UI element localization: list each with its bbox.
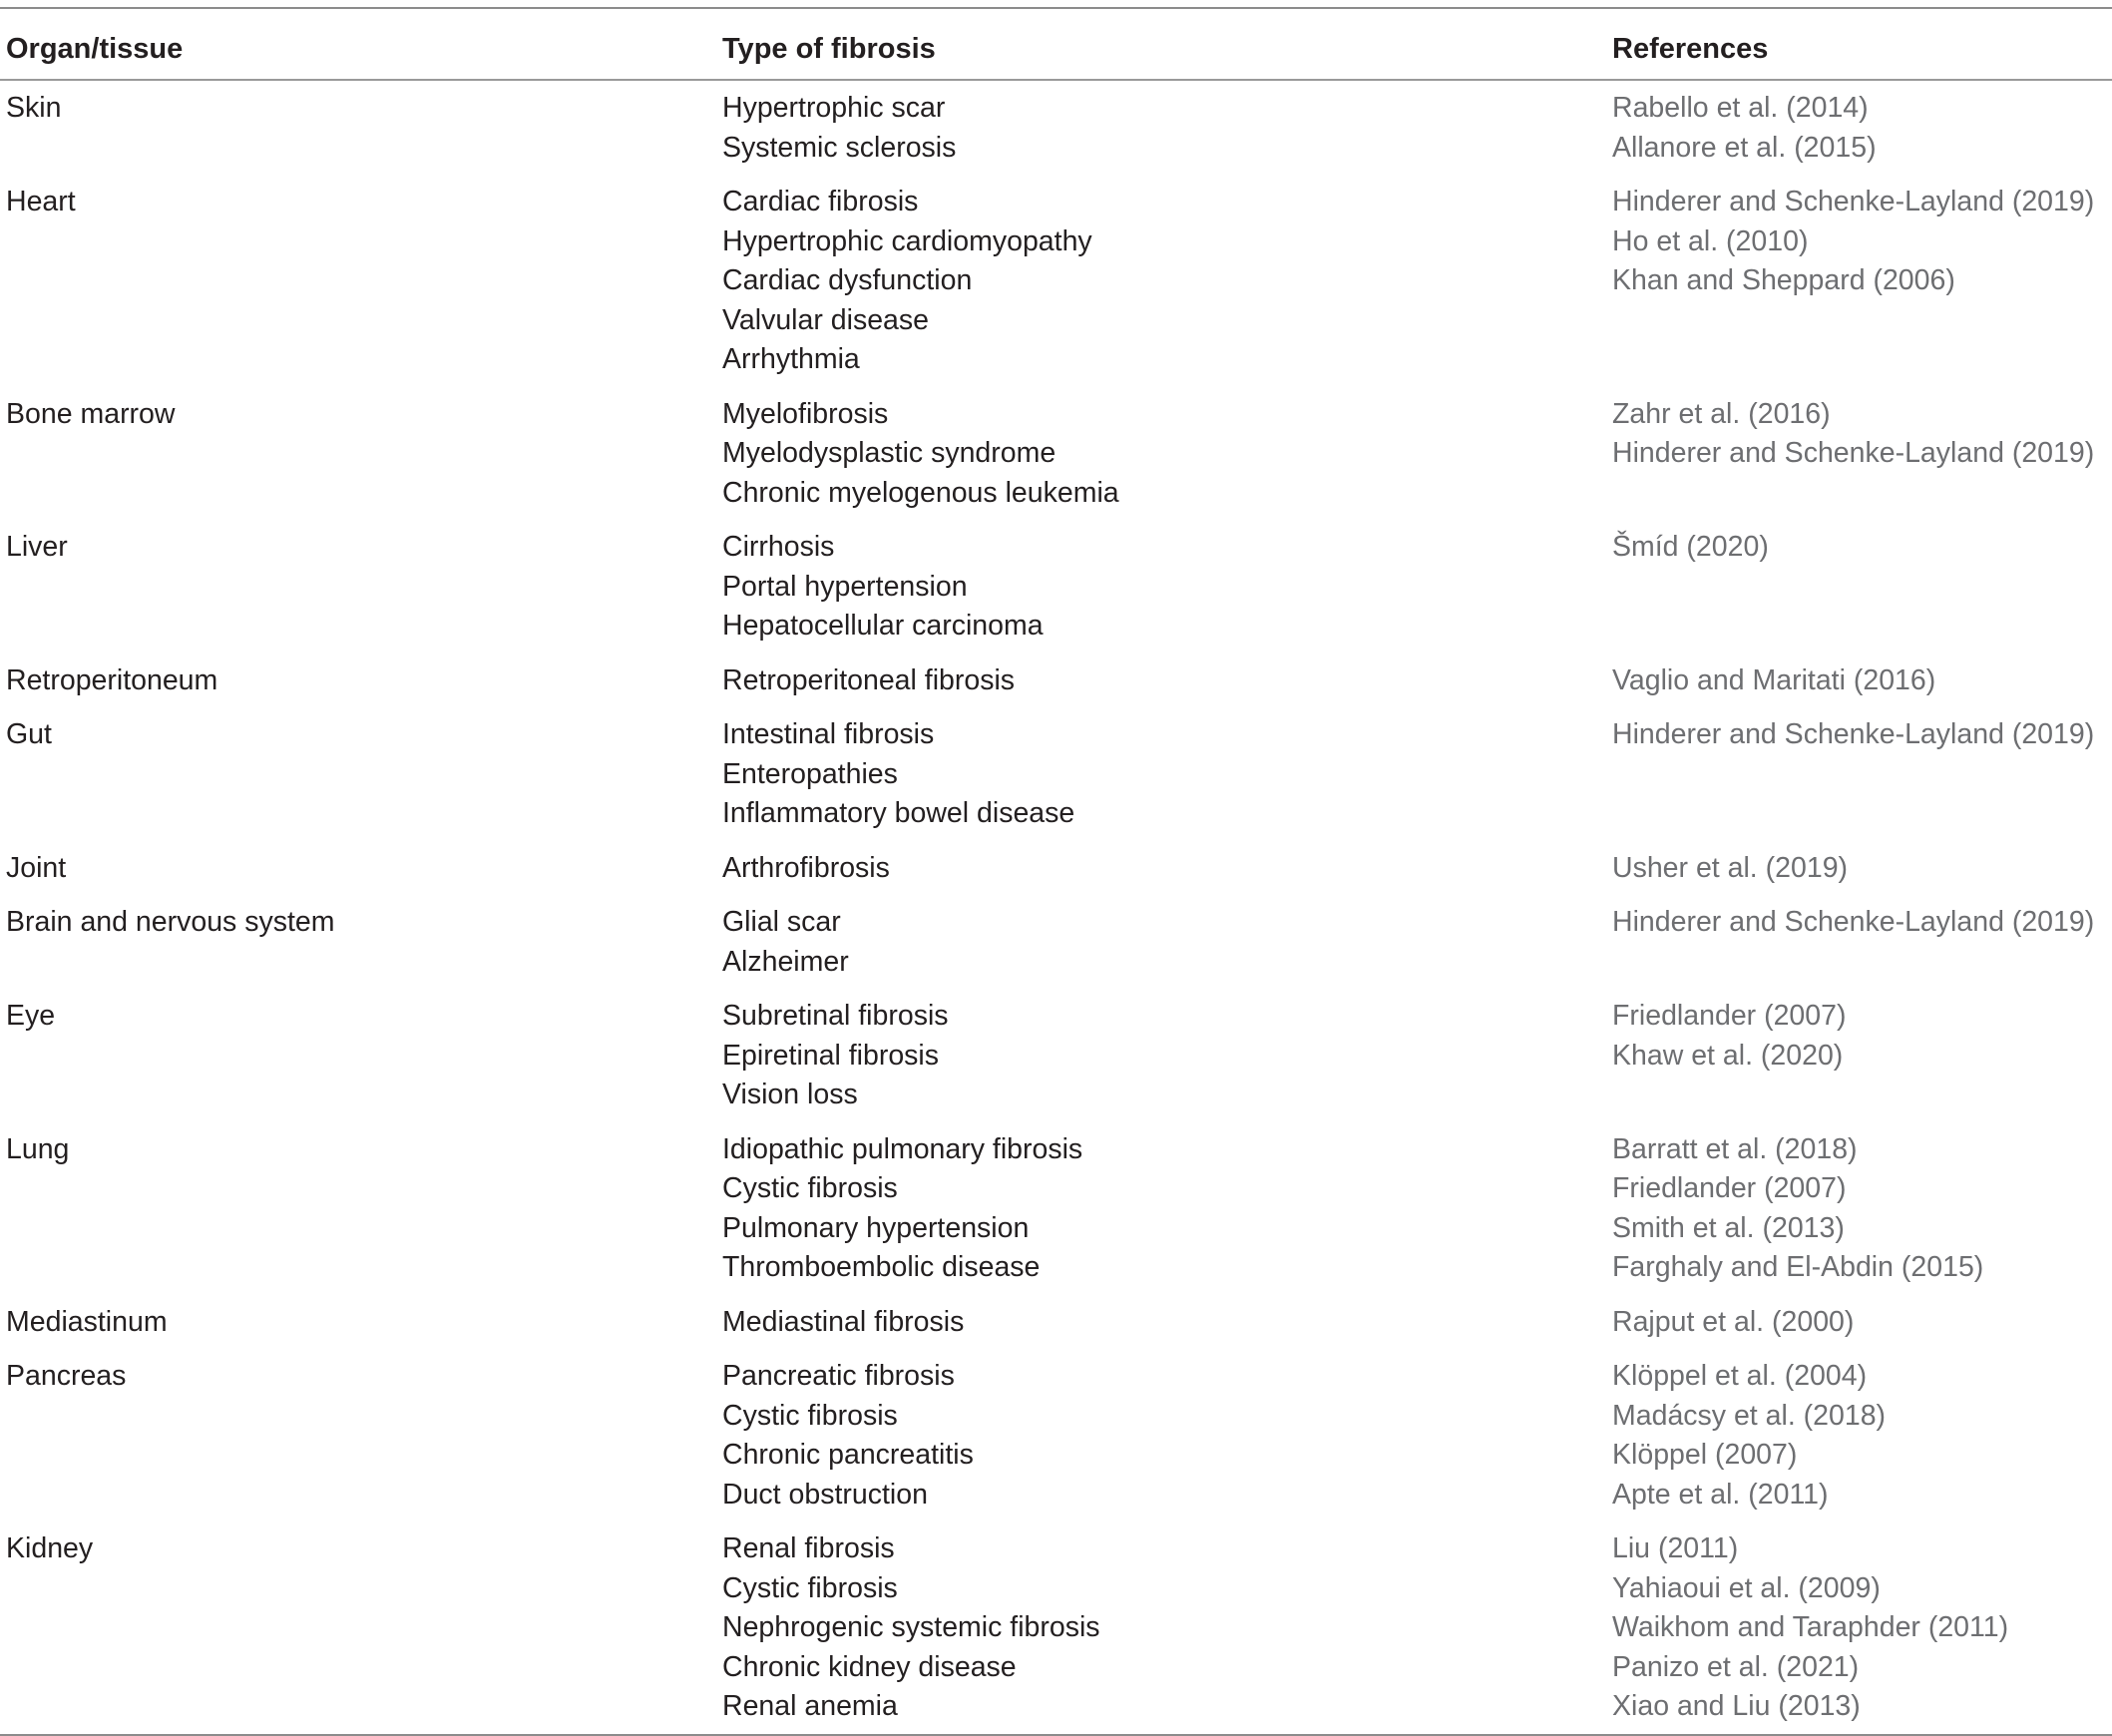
reference-link[interactable]: Klöppel (2007) [1612,1439,1798,1471]
table-row [0,653,2112,708]
fibrosis-type-cell [722,715,1074,834]
references-cell [1612,528,1769,568]
organ-cell: Mediastinum [6,1305,168,1338]
fibrosis-type-cell [722,1130,1082,1288]
fibrosis-type-cell [722,89,956,168]
table-row [0,1122,2112,1295]
reference-link[interactable]: Zahr et al. (2016) [1612,397,1831,430]
fibrosis-type-cell [722,1529,1100,1727]
header-organ-tissue: Organ/tissue [6,33,184,65]
reference-link[interactable]: Apte et al. (2011) [1612,1478,1829,1511]
references-cell [1612,89,1877,168]
fibrosis-type: Systemic sclerosis [722,131,957,164]
fibrosis-type: Mediastinal fibrosis [722,1305,965,1338]
fibrosis-type: Glial scar [722,906,841,938]
table-header [0,9,2112,79]
table-row [0,1349,2112,1521]
fibrosis-type: Alzheimer [722,945,849,978]
table-row [0,520,2112,653]
reference-link[interactable]: Rajput et al. (2000) [1612,1305,1855,1338]
fibrosis-type-cell [722,183,1092,380]
organ-cell: Heart [6,186,76,217]
fibrosis-type: Cardiac fibrosis [722,186,919,217]
reference-link[interactable]: Usher et al. (2019) [1612,851,1849,884]
organ-cell: Kidney [6,1532,94,1564]
fibrosis-type: Chronic myelogenous leukemia [722,476,1119,509]
references-cell [1612,1357,1886,1515]
fibrosis-type-cell [722,903,849,982]
reference-link[interactable]: Xiao and Liu (2013) [1612,1690,1861,1722]
reference-link[interactable]: Klöppel et al. (2004) [1612,1360,1868,1392]
fibrosis-type-cell [722,661,1015,701]
fibrosis-type: Retroperitoneal fibrosis [722,663,1016,696]
fibrosis-type: Arrhythmia [722,343,860,375]
table-row [0,1521,2112,1734]
fibrosis-type: Epiretinal fibrosis [722,1039,940,1072]
fibrosis-type: Hypertrophic scar [722,92,946,124]
table-row [0,841,2112,896]
organ-cell: Liver [6,531,68,563]
fibrosis-type: Hepatocellular carcinoma [722,610,1044,642]
fibrosis-type-cell [722,1303,964,1343]
table-bottom-rule [0,1734,2112,1736]
fibrosis-type: Cystic fibrosis [722,1172,898,1204]
reference-link[interactable]: Waikhom and Taraphder (2011) [1612,1611,2009,1643]
reference-link[interactable]: Allanore et al. (2015) [1612,131,1877,164]
fibrosis-type: Chronic kidney disease [722,1650,1017,1683]
organ-cell: Skin [6,92,62,124]
references-cell [1612,903,2094,943]
fibrosis-type: Chronic pancreatitis [722,1439,974,1471]
organ-cell: Gut [6,718,52,750]
fibrosis-type: Nephrogenic systemic fibrosis [722,1611,1100,1643]
references-cell [1612,1529,2008,1727]
reference-link[interactable]: Smith et al. (2013) [1612,1211,1845,1244]
fibrosis-type-cell [722,1357,974,1515]
fibrosis-type: Hypertrophic cardiomyopathy [722,224,1092,257]
fibrosis-type: Renal anemia [722,1690,898,1722]
fibrosis-type: Subretinal fibrosis [722,1000,949,1032]
table-row [0,707,2112,841]
table-row [0,989,2112,1122]
fibrosis-type: Cystic fibrosis [722,1571,898,1604]
reference-link[interactable]: Hinderer and Schenke-Layland (2019) [1612,437,2095,469]
references-cell [1612,1130,1983,1288]
reference-link[interactable]: Friedlander (2007) [1612,1172,1847,1204]
reference-link[interactable]: Khan and Sheppard (2006) [1612,264,1955,296]
fibrosis-type: Idiopathic pulmonary fibrosis [722,1132,1083,1165]
fibrosis-table [0,7,2112,1736]
references-cell [1612,715,2094,755]
reference-link[interactable]: Ho et al. (2010) [1612,224,1809,257]
fibrosis-type: Enteropathies [722,757,898,790]
fibrosis-type: Vision loss [722,1079,858,1110]
fibrosis-type: Intestinal fibrosis [722,718,935,750]
fibrosis-type-cell [722,997,949,1115]
fibrosis-type: Myelodysplastic syndrome [722,437,1056,469]
table-row [0,895,2112,989]
organ-cell: Lung [6,1132,70,1165]
reference-link[interactable]: Vaglio and Maritati (2016) [1612,663,1936,696]
fibrosis-type: Arthrofibrosis [722,851,890,884]
fibrosis-type: Pulmonary hypertension [722,1211,1030,1244]
reference-link[interactable]: Madácsy et al. (2018) [1612,1399,1887,1432]
reference-link[interactable]: Hinderer and Schenke-Layland (2019) [1612,718,2095,750]
organ-cell: Brain and nervous system [6,906,335,938]
organ-cell: Pancreas [6,1360,127,1392]
reference-link[interactable]: Hinderer and Schenke-Layland (2019) [1612,906,2095,938]
table-body [0,81,2112,1734]
organ-cell: Retroperitoneum [6,663,218,696]
header-references: References [1612,33,1769,65]
reference-link[interactable]: Panizo et al. (2021) [1612,1650,1860,1683]
fibrosis-type: Cardiac dysfunction [722,264,973,296]
organ-cell: Bone marrow [6,397,176,430]
organ-cell: Eye [6,1000,56,1032]
references-cell [1612,183,2094,301]
references-cell [1612,849,1848,889]
fibrosis-type: Inflammatory bowel disease [722,797,1075,829]
references-cell [1612,997,1846,1076]
table-row [0,387,2112,521]
reference-link[interactable]: Hinderer and Schenke-Layland (2019) [1612,186,2095,217]
references-cell [1612,395,2094,474]
references-cell [1612,661,1935,701]
fibrosis-type-cell [722,528,1044,647]
reference-link[interactable]: Friedlander (2007) [1612,1000,1847,1032]
reference-link[interactable]: Yahiaoui et al. (2009) [1612,1571,1881,1604]
reference-link[interactable]: Liu (2011) [1612,1532,1739,1564]
fibrosis-type: Thromboembolic disease [722,1251,1041,1283]
reference-link[interactable]: Šmíd (2020) [1612,531,1769,563]
header-type-of-fibrosis: Type of fibrosis [722,33,936,65]
reference-link[interactable]: Khaw et al. (2020) [1612,1039,1844,1072]
fibrosis-type: Portal hypertension [722,570,968,603]
fibrosis-type: Renal fibrosis [722,1532,895,1564]
reference-link[interactable]: Farghaly and El-Abdin (2015) [1612,1251,1984,1283]
fibrosis-type: Pancreatic fibrosis [722,1360,955,1392]
references-cell [1612,1303,1854,1343]
reference-link[interactable]: Rabello et al. (2014) [1612,92,1869,124]
reference-link[interactable]: Barratt et al. (2018) [1612,1132,1858,1165]
fibrosis-type-cell [722,849,890,889]
fibrosis-type: Valvular disease [722,303,930,336]
fibrosis-type: Cirrhosis [722,531,835,563]
table-row [0,1295,2112,1350]
fibrosis-type: Cystic fibrosis [722,1399,898,1432]
organ-cell: Joint [6,851,67,884]
table-row [0,175,2112,387]
table-row [0,81,2112,175]
fibrosis-type-cell [722,395,1119,514]
fibrosis-type: Duct obstruction [722,1478,928,1511]
fibrosis-type: Myelofibrosis [722,397,889,430]
